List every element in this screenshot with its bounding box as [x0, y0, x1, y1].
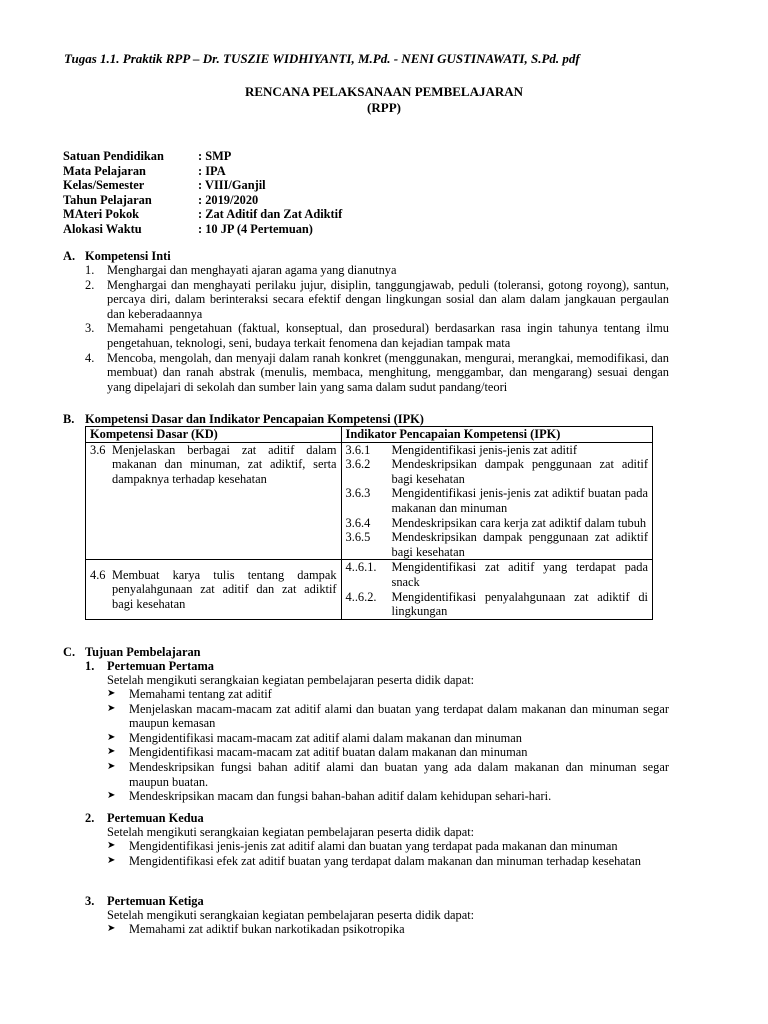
- list-number: 4.: [85, 350, 95, 365]
- identity-value: : SMP: [198, 149, 232, 163]
- list-number: 1.: [85, 263, 95, 277]
- ipk-text: Mengidentifikasi jenis-jenis zat aditif: [391, 442, 577, 457]
- arrow-bullet-icon: ➤: [107, 840, 116, 851]
- arrow-bullet-icon: ➤: [107, 702, 116, 714]
- ipk-entry: [346, 560, 648, 589]
- ipk-number: 3.6.5: [345, 530, 371, 545]
- list-item: [107, 789, 669, 804]
- ipk-text: Mengidentifikasi penyalahgunaan zat adiktif di lingkungan: [391, 589, 648, 619]
- kd-number: 3.6: [90, 442, 106, 457]
- arrow-bullet-icon: ➤: [107, 854, 116, 866]
- identity-label: Mata Pelajaran: [63, 163, 146, 178]
- list-text: Memahami pengetahuan (faktual, konseptual, dan prosedural) berdasarkan rasa ingin tahunya tentang ilmu pengetahuan, teknologi, seni, budaya terkait fenomena dan kejadian tampak mata: [107, 321, 669, 350]
- list-text: Menghargai dan menghayati perilaku jujur, disiplin, tanggungjawab, peduli (toleransi, gotong royong), santun, percaya diri, dalam berinteraksi secara efektif dengan lingkungan sosial dan alam dalam jangkauan pergaulan dan keberadaannya: [107, 277, 669, 321]
- ipk-text: Mendeskripsikan dampak penggunaan zat aditif bagi kesehatan: [391, 457, 648, 486]
- section-letter: A.: [63, 249, 76, 263]
- meeting-heading: [85, 894, 204, 909]
- list-text: Menghargai dan menghayati ajaran agama yang dianutnya: [107, 263, 397, 277]
- objective-list: [107, 839, 669, 868]
- section-b-heading: [63, 412, 424, 427]
- list-item: [85, 263, 669, 278]
- ipk-number: 3.6.3: [345, 486, 371, 501]
- ipk-cell: [341, 442, 652, 560]
- meeting-heading: [85, 659, 214, 674]
- identity-label: Kelas/Semester: [63, 178, 145, 193]
- list-text: Mencoba, mengolah, dan menyaji dalam ranah konkret (menggunakan, mengurai, merangkai, memodifikasi, dan membuat) dan ranah abstrak (menulis, membaca, menghitung, menggambar, dan mengarang) sesuai dengan yang dipelajari di sekolah dan sumber lain yang sama dalam sudut pandang/teori: [107, 350, 669, 394]
- ipk-number: 3.6.4: [345, 515, 371, 530]
- arrow-bullet-icon: ➤: [107, 746, 116, 758]
- kd-entry: [90, 443, 337, 487]
- identity-label: Alokasi Waktu: [63, 221, 142, 236]
- title-block: [0, 84, 768, 116]
- identity-row: [63, 193, 342, 208]
- identity-value: : VIII/Ganjil: [198, 178, 266, 193]
- list-text: Mengidentifikasi macam-macam zat aditif alami dalam makanan dan minuman: [129, 730, 522, 745]
- list-number: 3.: [85, 321, 95, 336]
- identity-value: : 10 JP (4 Pertemuan): [198, 221, 313, 236]
- section-letter: C.: [63, 645, 76, 659]
- ipk-text: Mendeskripsikan dampak penggunaan zat adiktif bagi kesehatan: [391, 530, 648, 559]
- section-letter: B.: [63, 412, 75, 426]
- arrow-bullet-icon: ➤: [107, 731, 116, 743]
- section-title: Tujuan Pembelajaran: [85, 645, 201, 659]
- list-text: Mendeskripsikan macam dan fungsi bahan-bahan aditif dalam kehidupan sehari-hari.: [129, 789, 552, 804]
- ipk-text: Mengidentifikasi jenis-jenis zat adiktif buatan pada makanan dan minuman: [391, 486, 648, 515]
- identity-label: MAteri Pokok: [63, 207, 140, 222]
- identity-row: [63, 207, 342, 222]
- kd-text: Menjelaskan berbagai zat aditif dalam makanan dan minuman, zat adiktif, serta dampaknya terhadap kesehatan: [112, 442, 337, 486]
- table-header-row: [86, 427, 653, 443]
- identity-block: [63, 149, 342, 237]
- column-header: Kompetensi Dasar (KD): [86, 427, 342, 443]
- column-header: Indikator Pencapaian Kompetensi (IPK): [341, 427, 652, 443]
- list-item: [107, 702, 669, 731]
- ipk-cell: [341, 560, 652, 619]
- arrow-bullet-icon: ➤: [107, 688, 116, 699]
- meeting-title: Pertemuan Pertama: [107, 659, 214, 673]
- meeting-title: Pertemuan Ketiga: [107, 894, 204, 908]
- kompetensi-inti-list: [85, 263, 669, 394]
- list-item: [107, 922, 669, 937]
- list-item: [85, 321, 669, 350]
- ipk-number: 3.6.1: [345, 442, 371, 457]
- identity-row: [63, 149, 342, 164]
- list-text: Mendeskripsikan fungsi bahan aditif alami dan buatan yang ada dalam makanan dan minuman segar maupun buatan.: [129, 759, 669, 789]
- identity-label: Satuan Pendidikan: [63, 149, 164, 163]
- kd-text: Membuat karya tulis tentang dampak penyalahgunaan zat aditif dan zat adiktif bagi kesehatan: [112, 567, 337, 611]
- meeting-intro: Setelah mengikuti serangkaian kegiatan pembelajaran peserta didik dapat:: [107, 825, 475, 839]
- identity-value: : IPA: [198, 163, 226, 178]
- ipk-text: Mengidentifikasi zat aditif yang terdapat pada snack: [391, 560, 648, 589]
- list-text: Mengidentifikasi jenis-jenis zat aditif alami dan buatan yang terdapat pada makanan dan minuman: [129, 839, 618, 853]
- ipk-number: 4..6.2.: [345, 589, 377, 604]
- list-item: [107, 687, 669, 702]
- ipk-entry: [346, 486, 648, 515]
- identity-row: [63, 178, 342, 193]
- list-item: [85, 351, 669, 395]
- kd-ipk-table: [85, 426, 653, 620]
- kd-cell: [86, 442, 342, 560]
- list-item: [107, 839, 669, 854]
- list-text: Memahami tentang zat aditif: [129, 687, 272, 701]
- kd-entry: [90, 568, 337, 612]
- ipk-entry: [346, 530, 648, 559]
- identity-label: Tahun Pelajaran: [63, 192, 152, 207]
- section-title: Kompetensi Inti: [85, 249, 171, 263]
- meeting-title: Pertemuan Kedua: [107, 811, 204, 825]
- list-text: Mengidentifikasi efek zat aditif buatan yang terdapat dalam makanan dan minuman terhadap kesehatan: [129, 853, 641, 868]
- ipk-entry: [346, 443, 648, 458]
- ipk-number: 4..6.1.: [345, 560, 377, 575]
- identity-row: [63, 164, 342, 179]
- list-text: Menjelaskan macam-macam zat aditif alami dan buatan yang terdapat dalam makanan dan minuman segar maupun kemasan: [129, 701, 669, 731]
- section-c-heading: [63, 645, 201, 660]
- identity-value: : Zat Aditif dan Zat Adiktif: [198, 207, 343, 222]
- table-row: [86, 560, 653, 619]
- ipk-entry: [346, 516, 648, 531]
- table-row: [86, 442, 653, 560]
- document-header: Tugas 1.1. Praktik RPP – Dr. TUSZIE WIDHIYANTI, M.Pd. - NENI GUSTINAWATI, S.Pd. pdf: [64, 51, 580, 66]
- list-item: [107, 760, 669, 789]
- section-a-heading: [63, 249, 171, 264]
- ipk-entry: [346, 590, 648, 619]
- objective-list: [107, 687, 669, 804]
- list-text: Memahami zat adiktif bukan narkotikadan psikotropika: [129, 922, 405, 936]
- document-title: RENCANA PELAKSANAAN PEMBELAJARAN: [244, 84, 524, 99]
- ipk-entry: [346, 457, 648, 486]
- kd-number: 4.6: [90, 567, 106, 582]
- meeting-intro: Setelah mengikuti serangkaian kegiatan pembelajaran peserta didik dapat:: [107, 908, 475, 922]
- meeting-number: 3.: [85, 894, 95, 908]
- list-item: [107, 731, 669, 746]
- list-item: [107, 854, 669, 869]
- meeting-number: 2.: [85, 811, 95, 825]
- ipk-text: Mendeskripsikan cara kerja zat adiktif dalam tubuh: [391, 515, 647, 530]
- list-text: Mengidentifikasi macam-macam zat aditif buatan dalam makanan dan minuman: [129, 745, 528, 760]
- arrow-bullet-icon: ➤: [107, 923, 116, 934]
- arrow-bullet-icon: ➤: [107, 790, 116, 802]
- document-subtitle: (RPP): [367, 100, 401, 115]
- objective-list: [107, 922, 669, 937]
- ipk-number: 3.6.2: [345, 457, 371, 472]
- identity-value: : 2019/2020: [198, 192, 259, 207]
- list-item: [85, 278, 669, 322]
- meeting-intro: Setelah mengikuti serangkaian kegiatan pembelajaran peserta didik dapat:: [107, 673, 475, 687]
- kd-cell: [86, 560, 342, 619]
- meeting-heading: [85, 811, 204, 826]
- list-number: 2.: [85, 277, 95, 292]
- identity-row: [63, 222, 342, 237]
- list-item: [107, 745, 669, 760]
- section-title: Kompetensi Dasar dan Indikator Pencapaian Kompetensi (IPK): [85, 412, 424, 426]
- meeting-number: 1.: [85, 659, 95, 673]
- arrow-bullet-icon: ➤: [107, 760, 116, 772]
